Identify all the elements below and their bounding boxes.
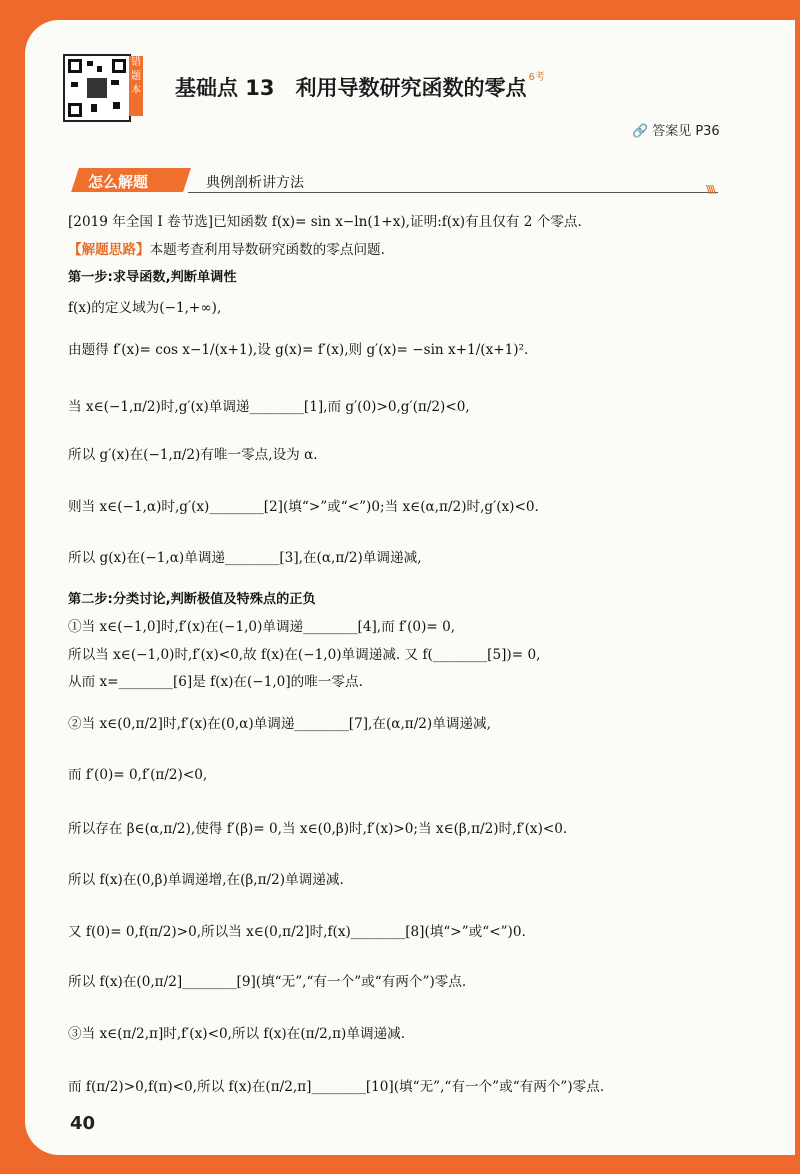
body-line: 所以 g(x)在(−1,α)单调递________[3],在(α,π/2)单调递减, [68, 550, 422, 566]
body-line: 又 f(0)= 0,f(π/2)>0,所以当 x∈(0,π/2]时,f(x)________[8](填“>”或“<”)0. [68, 924, 526, 940]
body-line: 则当 x∈(−1,α)时,g′(x)________[2](填“>”或“<”)0;当 x∈(α,π/2)时,g′(x)<0. [68, 499, 539, 515]
qr-dot [97, 66, 102, 72]
step-2-heading: 第二步:分类讨论,判断极值及特殊点的正负 [68, 592, 316, 607]
body-line: 由题得 f′(x)= cos x−1/(x+1),设 g(x)= f′(x),则 g′(x)= −sin x+1/(x+1)². [68, 342, 529, 358]
hint-text: 本题考查利用导数研究函数的零点问题. [149, 242, 385, 258]
body-line: 所以 f(x)在(0,β)单调递增,在(β,π/2)单调递减. [68, 872, 344, 888]
section-divider [188, 192, 718, 193]
body-line: ③当 x∈(π/2,π]时,f′(x)<0,所以 f(x)在(π/2,π)单调递减. [68, 1026, 406, 1042]
body-line: 从而 x=________[6]是 f(x)在(−1,0]的唯一零点. [68, 674, 363, 690]
link-icon: 🔗 [632, 124, 649, 139]
step-1-heading: 第一步:求导函数,判断单调性 [68, 270, 237, 285]
body-line: 而 f′(0)= 0,f′(π/2)<0, [68, 767, 208, 783]
title-text: 基础点 13 利用导数研究函数的零点 [175, 76, 527, 100]
body-line: 而 f(π/2)>0,f(π)<0,所以 f(x)在(π/2,π]________[10](填“无”,“有一个”或“有两个”)零点. [68, 1079, 605, 1095]
qr-finder [68, 59, 82, 73]
qr-finder [112, 59, 126, 73]
qr-dot [91, 104, 97, 112]
page-number: 40 [70, 1113, 96, 1134]
hint-label: 【解题思路】 [68, 242, 150, 258]
body-line: 所以 f(x)在(0,π/2]________[9](填“无”,“有一个”或“有两个”)零点. [68, 974, 467, 990]
body-line: ①当 x∈(−1,0]时,f′(x)在(−1,0)单调递________[4],而 f′(0)= 0, [68, 619, 456, 635]
body-line: f(x)的定义域为(−1,+∞), [68, 300, 222, 316]
body-line: ②当 x∈(0,π/2]时,f′(x)在(0,α)单调递________[7],在(α,π/2)单调递减, [68, 716, 491, 732]
qr-dot [113, 102, 120, 109]
qr-finder [68, 103, 82, 117]
body-line: 当 x∈(−1,π/2)时,g′(x)单调递________[1],而 g′(0)>0,g′(π/2)<0, [68, 399, 470, 415]
qr-center [87, 78, 107, 98]
answer-reference-text: 答案见 P36 [652, 124, 720, 139]
section-label: 怎么解题 [88, 173, 149, 191]
qr-code-icon [63, 54, 131, 122]
problem-statement: [2019 年全国 Ⅰ 卷节选]已知函数 f(x)= sin x−ln(1+x),证明:f(x)有且仅有 2 个零点. [68, 214, 582, 230]
title-count: 6考 [528, 72, 545, 83]
qr-dot [71, 82, 78, 87]
body-line: 所以 g′(x)在(−1,π/2)有唯一零点,设为 α. [68, 447, 318, 463]
qr-tag: 错题本 [129, 56, 143, 116]
section-subtitle: 典例剖析讲方法 [206, 175, 304, 191]
section-chevrons-icon: \\\\ [706, 183, 715, 196]
body-line: 所以当 x∈(−1,0)时,f′(x)<0,故 f(x)在(−1,0)单调递减. 又 f(________[5])= 0, [68, 647, 541, 663]
answer-reference [632, 120, 720, 139]
body-line: 所以存在 β∈(α,π/2),使得 f′(β)= 0,当 x∈(0,β)时,f′(x)>0;当 x∈(β,π/2)时,f′(x)<0. [68, 821, 568, 837]
page-title [175, 72, 545, 102]
hint-line [68, 240, 385, 260]
qr-dot [111, 80, 119, 85]
qr-dot [87, 61, 93, 66]
